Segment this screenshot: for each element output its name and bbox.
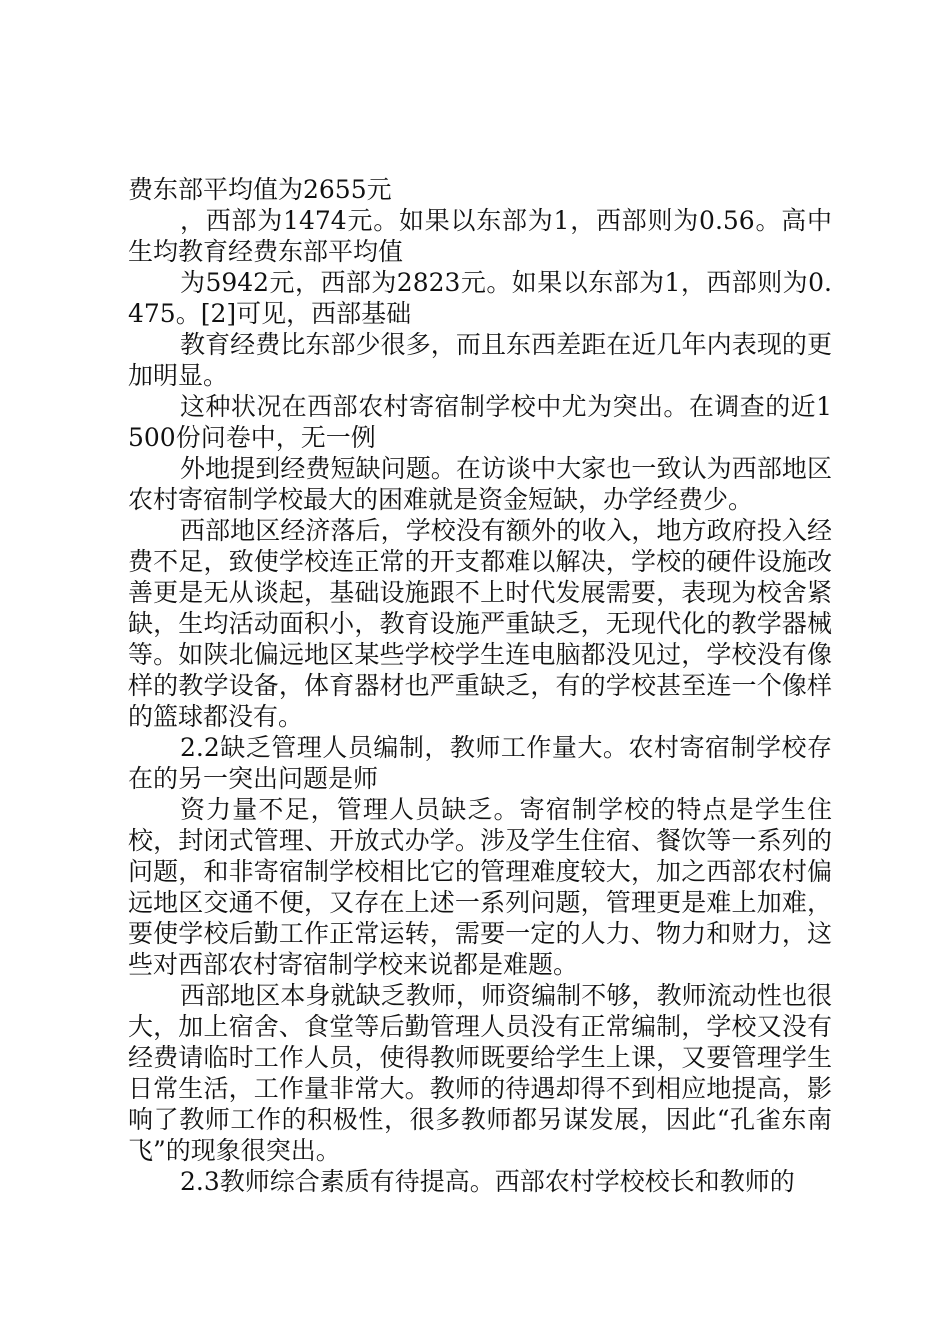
paragraph-4: 教育经费比东部少很多，而且东西差距在近几年内表现的更加明显。 — [128, 330, 832, 390]
paragraph-2: ，西部为1474元。如果以东部为1，西部则为0.56。高中生均教育经费东部平均值 — [128, 206, 832, 266]
paragraph-6: 外地提到经费短缺问题。在访谈中大家也一致认为西部地区农村寄宿制学校最大的困难就是资金短缺，办学经费少。 — [128, 454, 832, 514]
paragraph-8: 2.2缺乏管理人员编制，教师工作量大。农村寄宿制学校存在的另一突出问题是师 — [128, 733, 832, 793]
paragraph-11: 2.3教师综合素质有待提高。西部农村学校校长和教师的 — [180, 1167, 795, 1196]
body-text — [128, 174, 832, 1197]
paragraph-1: 费东部平均值为2655元 — [128, 175, 392, 204]
paragraph-5: 这种状况在西部农村寄宿制学校中尤为突出。在调查的近1500份问卷中，无一例 — [128, 392, 832, 452]
paragraph-10: 西部地区本身就缺乏教师，师资编制不够，教师流动性也很大，加上宿舍、食堂等后勤管理人员没有正常编制，学校又没有经费请临时工作人员，使得教师既要给学生上课，又要管理学生日常生活，工作量非常大。教师的待遇却得不到相应地提高，影响了教师工作的积极性，很多教师都另谋发展，因此“孔雀东南飞”的现象很突出。 — [128, 981, 832, 1165]
paragraph-7: 西部地区经济落后，学校没有额外的收入，地方政府投入经费不足，致使学校连正常的开支都难以解决，学校的硬件设施改善更是无从谈起，基础设施跟不上时代发展需要，表现为校舍紧缺，生均活动面积小，教育设施严重缺乏，无现代化的教学器械等。如陕北偏远地区某些学校学生连电脑都没见过，学校没有像样的教学设备，体育器材也严重缺乏，有的学校甚至连一个像样的篮球都没有。 — [128, 516, 832, 731]
paragraph-3: 为5942元，西部为2823元。如果以东部为1，西部则为0.475。[2]可见，西部基础 — [128, 268, 832, 328]
paragraph-9: 资力量不足，管理人员缺乏。寄宿制学校的特点是学生住校，封闭式管理、开放式办学。涉及学生住宿、餐饮等一系列的问题，和非寄宿制学校相比它的管理难度较大，加之西部农村偏远地区交通不便，又存在上述一系列问题，管理更是难上加难，要使学校后勤工作正常运转，需要一定的人力、物力和财力，这些对西部农村寄宿制学校来说都是难题。 — [128, 795, 832, 979]
